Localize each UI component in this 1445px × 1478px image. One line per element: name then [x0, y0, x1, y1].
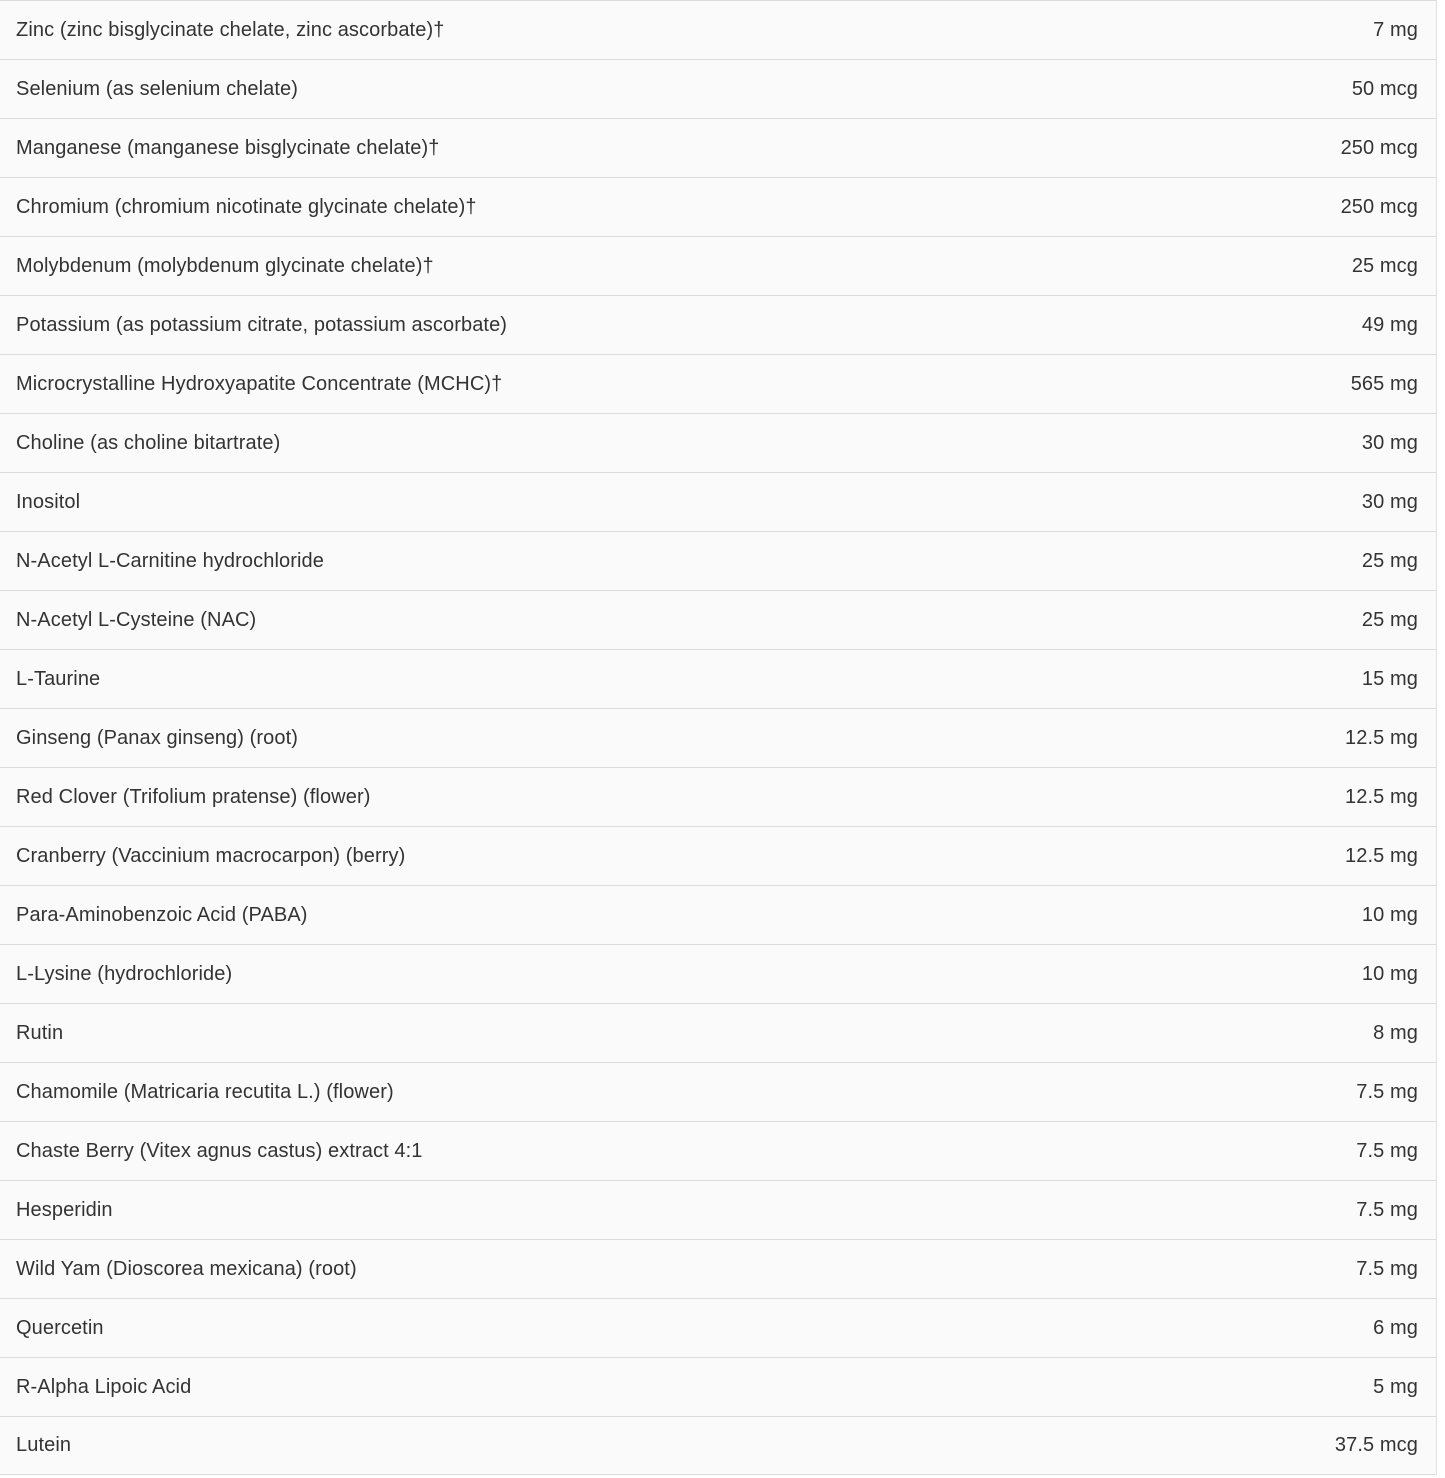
table-row — [0, 649, 1436, 708]
nutrient-amount: 6 mg — [1373, 1316, 1418, 1339]
table-row — [0, 1298, 1436, 1357]
nutrient-name: Rutin — [16, 1021, 64, 1044]
table-row — [0, 885, 1436, 944]
nutrient-name: Wild Yam (Dioscorea mexicana) (root) — [16, 1257, 357, 1280]
nutrient-amount: 5 mg — [1373, 1375, 1418, 1398]
table-row — [0, 1239, 1436, 1298]
nutrient-amount: 15 mg — [1361, 667, 1418, 690]
table-row — [0, 236, 1436, 295]
table-row — [0, 472, 1436, 531]
nutrient-name: Choline (as choline bitartrate) — [16, 431, 281, 454]
table-row — [0, 1062, 1436, 1121]
nutrient-amount: 25 mg — [1361, 549, 1418, 572]
nutrient-amount: 12.5 mg — [1345, 726, 1418, 749]
nutrient-name: Lutein — [16, 1434, 72, 1456]
nutrient-amount: 37.5 mcg — [1334, 1434, 1418, 1456]
nutrient-name: Chamomile (Matricaria recutita L.) (flower) — [16, 1080, 394, 1103]
table-row — [0, 177, 1436, 236]
nutrient-name: Ginseng (Panax ginseng) (root) — [16, 726, 299, 749]
nutrient-amount: 8 mg — [1373, 1021, 1418, 1044]
nutrient-amount: 10 mg — [1361, 962, 1418, 985]
nutrient-amount: 7.5 mg — [1356, 1257, 1418, 1280]
nutrient-amount: 250 mcg — [1340, 195, 1418, 218]
nutrient-amount: 30 mg — [1361, 431, 1418, 454]
nutrient-amount: 12.5 mg — [1345, 785, 1418, 808]
nutrient-name: Inositol — [16, 490, 81, 513]
table-row — [0, 354, 1436, 413]
table-row — [0, 826, 1436, 885]
nutrient-amount: 7.5 mg — [1356, 1139, 1418, 1162]
nutrient-name: Potassium (as potassium citrate, potassium ascorbate) — [16, 313, 508, 336]
table-row — [0, 118, 1436, 177]
nutrient-name: L-Taurine — [16, 667, 101, 690]
nutrient-amount: 7.5 mg — [1356, 1080, 1418, 1103]
nutrient-name: N-Acetyl L-Cysteine (NAC) — [16, 608, 257, 631]
nutrient-amount: 25 mcg — [1351, 254, 1418, 277]
nutrient-name: Para-Aminobenzoic Acid (PABA) — [16, 903, 308, 926]
table-row — [0, 1357, 1436, 1416]
nutrient-amount: 12.5 mg — [1345, 844, 1418, 867]
nutrient-name: Cranberry (Vaccinium macrocarpon) (berry) — [16, 844, 406, 867]
table-row — [0, 531, 1436, 590]
table-row — [0, 590, 1436, 649]
nutrient-name: Manganese (manganese bisglycinate chelate)† — [16, 136, 440, 159]
nutrient-amount: 25 mg — [1361, 608, 1418, 631]
nutrient-amount: 7 mg — [1373, 18, 1418, 41]
nutrient-name: Microcrystalline Hydroxyapatite Concentrate (MCHC)† — [16, 372, 503, 395]
table-row — [0, 708, 1436, 767]
table-row — [0, 295, 1436, 354]
nutrient-name: N-Acetyl L-Carnitine hydrochloride — [16, 549, 324, 572]
nutrient-amount: 49 mg — [1361, 313, 1418, 336]
nutrient-amount: 10 mg — [1361, 903, 1418, 926]
table-row — [0, 1121, 1436, 1180]
table-row — [0, 413, 1436, 472]
nutrient-name: Chromium (chromium nicotinate glycinate chelate)† — [16, 195, 477, 218]
nutrient-amount: 7.5 mg — [1356, 1198, 1418, 1221]
nutrient-amount: 565 mg — [1350, 372, 1418, 395]
table-row — [0, 944, 1436, 1003]
nutrient-amount: 50 mcg — [1351, 77, 1418, 100]
table-row — [0, 0, 1436, 59]
nutrient-name: Chaste Berry (Vitex agnus castus) extract 4:1 — [16, 1139, 423, 1162]
nutrient-amount: 250 mcg — [1340, 136, 1418, 159]
table-row — [0, 1180, 1436, 1239]
table-row — [0, 59, 1436, 118]
nutrient-name: Red Clover (Trifolium pratense) (flower) — [16, 785, 371, 808]
nutrient-name: R-Alpha Lipoic Acid — [16, 1375, 192, 1398]
table-row — [0, 1416, 1436, 1475]
nutrient-name: Quercetin — [16, 1316, 104, 1339]
nutrient-name: Molybdenum (molybdenum glycinate chelate)† — [16, 254, 434, 277]
nutrient-name: L-Lysine (hydrochloride) — [16, 962, 233, 985]
table-row — [0, 767, 1436, 826]
nutrient-name: Hesperidin — [16, 1198, 113, 1221]
nutrient-name: Selenium (as selenium chelate) — [16, 77, 299, 100]
nutrient-amount: 30 mg — [1361, 490, 1418, 513]
table-row — [0, 1003, 1436, 1062]
nutrient-name: Zinc (zinc bisglycinate chelate, zinc ascorbate)† — [16, 18, 445, 41]
